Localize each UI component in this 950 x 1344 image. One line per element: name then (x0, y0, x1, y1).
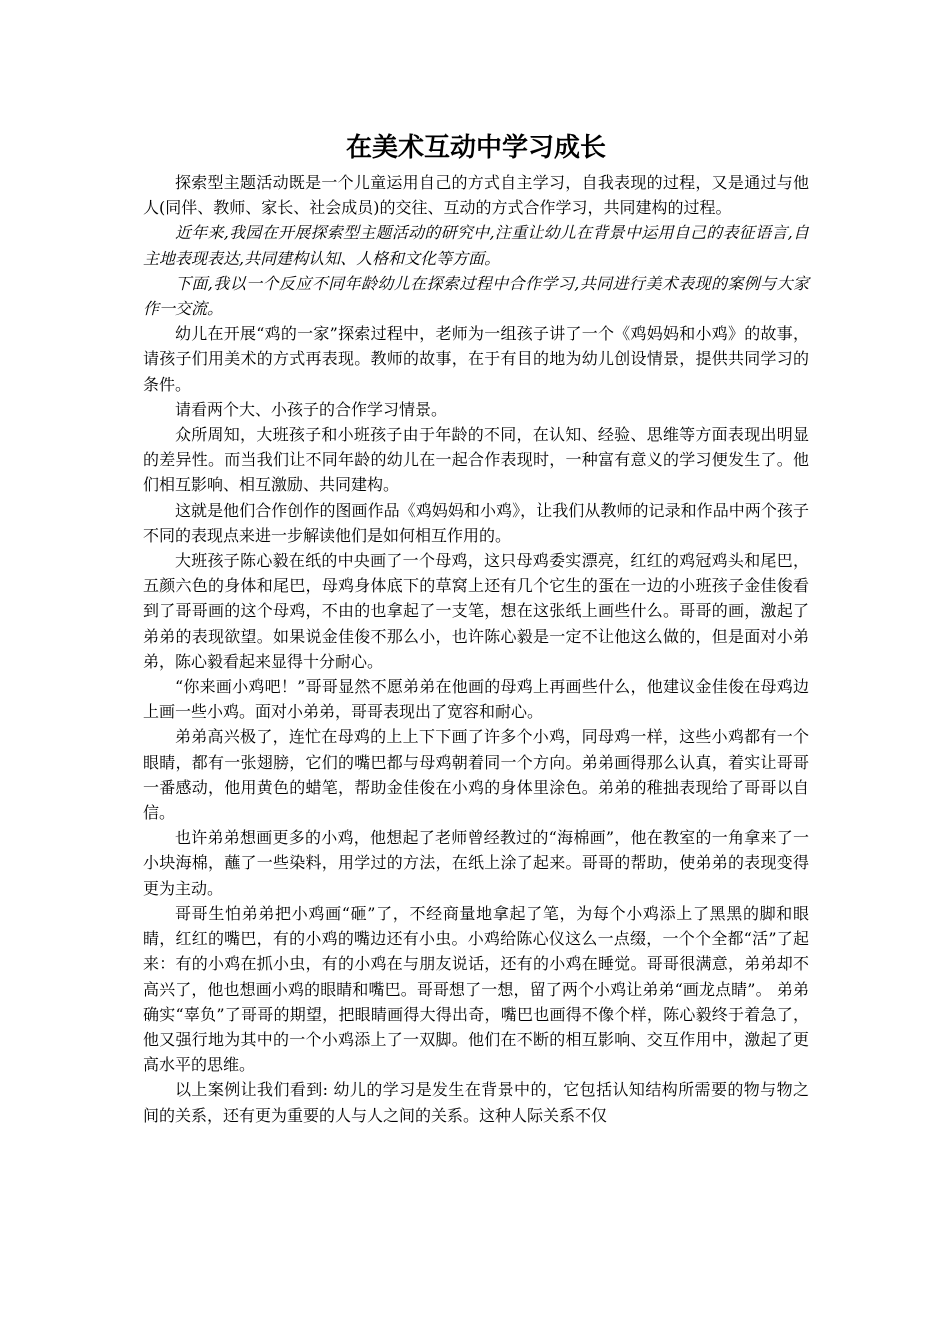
paragraph-case-intro: 下面,我以一个反应不同年龄幼儿在探索过程中合作学习,共同进行美术表现的案例与大家作一交流。 (143, 273, 809, 319)
paragraph-sponge-painting: 也许弟弟想画更多的小鸡，他想起了老师曾经教过的“海棉画”，他在教室的一角拿来了一小块海棉，蘸了一些染料，用学过的方法，在纸上涂了起来。哥哥的帮助，使弟弟的表现变得更为主动。 (143, 828, 809, 898)
paragraph-recent-years: 近年来,我园在开展探索型主题活动的研究中,注重让幼儿在背景中运用自己的表征语言,自主地表现表达,共同建构认知、人格和文化等方面。 (143, 223, 809, 268)
paragraph-age-difference: 众所周知，大班孩子和小班孩子由于年龄的不同，在认知、经验、思维等方面表现出明显的差异性。而当我们让不同年龄的幼儿在一起合作表现时，一种富有意义的学习便发生了。他们相互影响、相互激励、共同建构。 (143, 425, 809, 495)
paragraph-story: 幼儿在开展“鸡的一家”探索过程中，老师为一组孩子讲了一个《鸡妈妈和小鸡》的故事，请孩子们用美术的方式再表现。教师的故事，在于有目的地为幼儿创设情景，提供共同学习的条件。 (143, 324, 809, 394)
paragraph-conclusion: 以上案例让我们看到: 幼儿的学习是发生在背景中的，它包括认知结构所需要的物与物之间的关系，还有更为重要的人与人之间的关系。这种人际关系不仅 (143, 1080, 809, 1125)
paragraph-little-brother: 弟弟高兴极了，连忙在母鸡的上上下下画了许多个小鸡，同母鸡一样，这些小鸡都有一个眼睛，都有一张翅膀，它们的嘴巴都与母鸡朝着同一个方向。弟弟画得那么认真，着实让哥哥一番感动，他用黄色的蜡笔，帮助金佳俊在小鸡的身体里涂色。弟弟的稚拙表现给了哥哥以自信。 (143, 727, 809, 823)
document-title: 在美术互动中学习成长 (345, 133, 606, 163)
paragraph-scene: 请看两个大、小孩子的合作学习情景。 (175, 399, 448, 419)
paragraph-intro: 探索型主题活动既是一个儿童运用自己的方式自主学习，自我表现的过程，又是通过与他人(同伴、教师、家长、社会成员)的交往、互动的方式合作学习，共同建构的过程。 (143, 173, 809, 218)
paragraph-artwork: 这就是他们合作创作的图画作品《鸡妈妈和小鸡》，让我们从教师的记录和作品中两个孩子不同的表现点来进一步解读他们是如何相互作用的。 (143, 500, 809, 545)
paragraph-draw-chicks: “你来画小鸡吧！”哥哥显然不愿弟弟在他画的母鸡上再画些什么，他建议金佳俊在母鸡边上画一些小鸡。面对小弟弟，哥哥表现出了宽容和耐心。 (143, 677, 809, 722)
document-page (143, 128, 809, 1128)
paragraph-finishing-touch: 哥哥生怕弟弟把小鸡画“砸”了，不经商量地拿起了笔，为每个小鸡添上了黑黑的脚和眼睛，红红的嘴巴，有的小鸡的嘴边还有小虫。小鸡给陈心仪这么一点缀，一个个全都“活”了起来：有的小鸡在抓小虫，有的小鸡在与朋友说话，还有的小鸡在睡觉。哥哥很满意，弟弟却不高兴了，他也想画小鸡的眼睛和嘴巴。哥哥想了一想，留了两个小鸡让弟弟“画龙点睛”。 弟弟确实“辜负”了哥哥的期望，把眼睛画得大得出奇，嘴巴也画得不像个样，陈心毅终于着急了，他又强行地为其中的一个小鸡添上了一双脚。他们在不断的相互影响、交互作用中，激起了更高水平的思维。 (143, 903, 809, 1075)
paragraph-hen-drawing: 大班孩子陈心毅在纸的中央画了一个母鸡，这只母鸡委实漂亮，红红的鸡冠鸡头和尾巴，五颜六色的身体和尾巴，母鸡身体底下的草窝上还有几个它生的蛋在一边的小班孩子金佳俊看到了哥哥画的这个母鸡，不由的也拿起了一支笔，想在这张纸上画些什么。哥哥的画，激起了弟弟的表现欲望。如果说金佳俊不那么小，也许陈心毅是一定不让他这么做的，但是面对小弟弟，陈心毅看起来显得十分耐心。 (143, 551, 809, 671)
